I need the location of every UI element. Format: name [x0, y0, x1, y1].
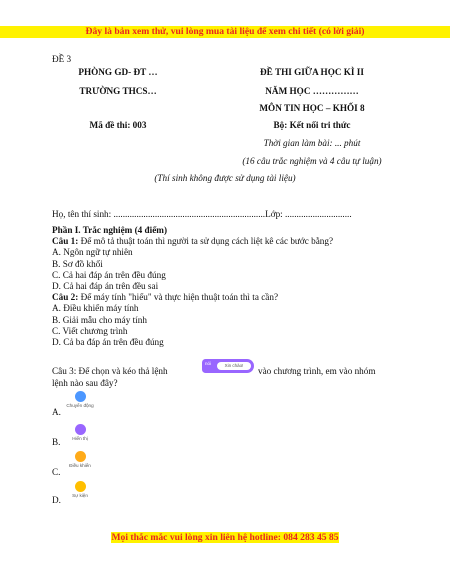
question-1: [52, 236, 402, 247]
question-3-line2: lệnh nào sau đây?: [52, 378, 118, 388]
question-3-after: vào chương trình, em vào nhóm: [258, 366, 376, 376]
question-1-option-d: D. Cả hai đáp án trên đều sai: [52, 281, 159, 292]
question-2-option-c: C. Viết chương trình: [52, 325, 128, 336]
question-2-option-b: B. Giải mẫu cho máy tính: [52, 314, 147, 325]
scratch-say-block: [202, 359, 254, 373]
department-name: PHÒNG GD- ĐT …: [78, 67, 158, 77]
motion-category-icon: [75, 391, 86, 402]
preview-banner: [0, 26, 450, 38]
question-text-before: : Để chọn và kéo thả lệnh: [73, 366, 168, 376]
question-3-option-c-letter: C.: [52, 467, 61, 477]
scratch-block-label: nói: [205, 361, 212, 366]
question-1-option-b: B. Sơ đồ khối: [52, 258, 103, 269]
student-info-line: Họ, tên thí sinh: ..................................................................Lớp: .............................: [52, 209, 352, 219]
scratch-block-input: Xin chào!: [217, 362, 251, 370]
exam-number: ĐỀ 3: [52, 54, 72, 64]
events-category-icon: [75, 481, 86, 492]
question-3-start: [52, 365, 168, 377]
question-label: Câu 3: [52, 366, 74, 376]
question-1-option-c: C. Cả hai đáp án trên đều đúng: [52, 269, 166, 280]
school-name: TRƯỜNG THCS…: [79, 86, 157, 96]
preview-banner-text: Đây là bản xem thử, vui lòng mua tài liệu để xem chi tiết (có lời giải): [85, 26, 365, 37]
question-1-option-a: A. Ngôn ngữ tự nhiên: [52, 247, 133, 258]
subject-title: MÔN TIN HỌC – KHỐI 8: [259, 103, 365, 113]
textbook-series: Bộ: Kết nối tri thức: [273, 120, 351, 130]
category-label: Sự kiện: [72, 493, 88, 498]
category-label: Hiển thị: [72, 436, 88, 441]
section-title: Phần I. Trắc nghiệm (4 điểm): [52, 225, 168, 235]
school-year: NĂM HỌC ……………: [265, 86, 359, 96]
exam-duration: Thời gian làm bài: ... phút: [263, 138, 361, 148]
category-control: [65, 451, 95, 468]
question-label: Câu 2:: [52, 292, 79, 303]
category-events: [65, 481, 95, 498]
question-label: Câu 1:: [52, 236, 79, 247]
question-2-option-d: D. Cả ba đáp án trên đều đúng: [52, 337, 164, 348]
category-motion: [65, 391, 95, 408]
exam-title: ĐỀ THI GIỮA HỌC KÌ II: [260, 67, 364, 77]
question-3-option-b-letter: B.: [52, 437, 61, 447]
question-text: Để máy tính "hiểu" và thực hiện thuật toán thì ta cần?: [78, 292, 279, 303]
hotline-text: Mọi thắc mắc vui lòng xin liên hệ hotline: 084 283 45 85: [111, 532, 339, 543]
question-3-option-a-letter: A.: [52, 407, 61, 417]
hotline-banner: [0, 532, 450, 544]
question-3-option-d-letter: D.: [52, 495, 61, 505]
exam-note: (Thí sinh không được sử dụng tài liệu): [154, 173, 296, 183]
question-text: Để mô tả thuật toán thì người ta sử dụng cách liệt kê các bước bằng?: [78, 236, 334, 247]
category-label: Điều khiển: [69, 463, 91, 468]
question-2: [52, 292, 402, 303]
looks-category-icon: [75, 424, 86, 435]
questions-block: [52, 225, 402, 348]
exam-structure: (16 câu trắc nghiệm và 4 câu tự luận): [242, 156, 382, 166]
category-looks: [65, 424, 95, 441]
control-category-icon: [75, 451, 86, 462]
category-label: Chuyển động: [66, 403, 94, 408]
question-2-option-a: A. Điều khiển máy tính: [52, 303, 139, 314]
exam-id: Mã đề thi: 003: [89, 120, 147, 130]
